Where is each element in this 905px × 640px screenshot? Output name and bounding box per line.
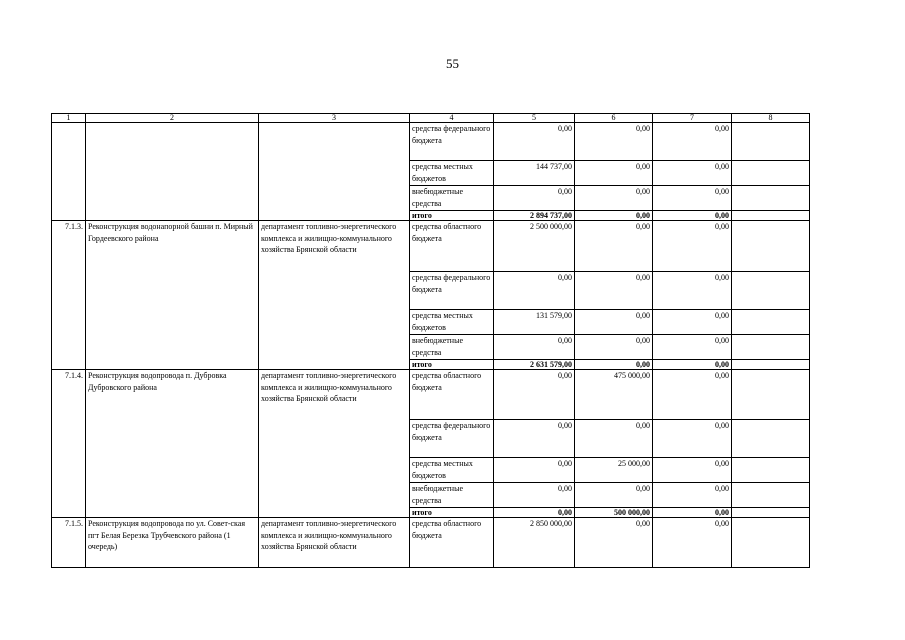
empty-cell xyxy=(732,272,810,310)
value-cell: 0,00 xyxy=(653,370,732,420)
empty-cell xyxy=(732,518,810,568)
funding-source: внебюджетные средства xyxy=(410,483,494,508)
item-index: 7.1.3. xyxy=(52,221,86,370)
value-cell: 0,00 xyxy=(653,186,732,211)
value-cell: 0,00 xyxy=(494,420,575,458)
total-value: 2 631 579,00 xyxy=(494,360,575,370)
column-number: 1 xyxy=(52,114,86,123)
funding-source: внебюджетные средства xyxy=(410,335,494,360)
item-index: 7.1.5. xyxy=(52,518,86,568)
total-value: 0,00 xyxy=(494,508,575,518)
value-cell: 0,00 xyxy=(494,370,575,420)
value-cell: 0,00 xyxy=(575,518,653,568)
page-number: 55 xyxy=(446,56,459,71)
value-cell: 475 000,00 xyxy=(575,370,653,420)
item-name: Реконструкция водопровода по ул. Совет-ская пгт Белая Березка Трубчевского района (1 очередь) xyxy=(86,518,259,568)
table-row xyxy=(52,221,810,272)
value-cell: 0,00 xyxy=(653,483,732,508)
value-cell: 0,00 xyxy=(494,483,575,508)
total-value: 0,00 xyxy=(653,211,732,221)
value-cell: 0,00 xyxy=(653,123,732,161)
item-executor: департамент топливно-энергетического комплекса и жилищно-коммунального хозяйства Брянской области xyxy=(259,518,410,568)
funding-source: внебюджетные средства xyxy=(410,186,494,211)
value-cell: 0,00 xyxy=(494,123,575,161)
column-number: 8 xyxy=(732,114,810,123)
column-number: 6 xyxy=(575,114,653,123)
value-cell: 0,00 xyxy=(653,518,732,568)
total-label: итого xyxy=(410,211,494,221)
value-cell: 0,00 xyxy=(653,458,732,483)
item-executor: департамент топливно-энергетического комплекса и жилищно-коммунального хозяйства Брянской области xyxy=(259,370,410,518)
total-label: итого xyxy=(410,360,494,370)
funding-source: средства местных бюджетов xyxy=(410,310,494,335)
total-value: 2 894 737,00 xyxy=(494,211,575,221)
funding-source: средства федерального бюджета xyxy=(410,272,494,310)
funding-source: средства федерального бюджета xyxy=(410,420,494,458)
value-cell: 0,00 xyxy=(494,335,575,360)
value-cell: 0,00 xyxy=(653,221,732,272)
value-cell: 0,00 xyxy=(653,272,732,310)
value-cell: 0,00 xyxy=(575,483,653,508)
empty-cell xyxy=(732,508,810,518)
value-cell: 0,00 xyxy=(575,420,653,458)
total-value: 0,00 xyxy=(575,211,653,221)
item-name: Реконструкция водонапорной башни п. Мирный Гордеевского района xyxy=(86,221,259,370)
column-number-row xyxy=(52,114,810,123)
value-cell: 0,00 xyxy=(575,161,653,186)
value-cell: 0,00 xyxy=(494,186,575,211)
funding-source: средства областного бюджета xyxy=(410,518,494,568)
funding-source: средства местных бюджетов xyxy=(410,458,494,483)
funding-source: средства областного бюджета xyxy=(410,221,494,272)
empty-cell xyxy=(732,186,810,211)
index-cell xyxy=(52,123,86,221)
item-name: Реконструкция водопровода п. Дубровка Дубровского района xyxy=(86,370,259,518)
table-row xyxy=(52,123,810,161)
total-value: 0,00 xyxy=(575,360,653,370)
table-row xyxy=(52,518,810,568)
value-cell: 2 850 000,00 xyxy=(494,518,575,568)
value-cell: 0,00 xyxy=(653,335,732,360)
value-cell: 2 500 000,00 xyxy=(494,221,575,272)
value-cell: 0,00 xyxy=(653,420,732,458)
value-cell: 0,00 xyxy=(494,272,575,310)
value-cell: 0,00 xyxy=(653,310,732,335)
funding-source: средства областного бюджета xyxy=(410,370,494,420)
column-number: 2 xyxy=(86,114,259,123)
empty-cell xyxy=(732,161,810,186)
value-cell: 0,00 xyxy=(575,335,653,360)
empty-cell xyxy=(732,221,810,272)
column-number: 3 xyxy=(259,114,410,123)
value-cell: 131 579,00 xyxy=(494,310,575,335)
budget-table xyxy=(51,113,810,568)
funding-source: средства федерального бюджета xyxy=(410,123,494,161)
value-cell: 0,00 xyxy=(575,123,653,161)
item-index: 7.1.4. xyxy=(52,370,86,518)
total-value: 0,00 xyxy=(653,508,732,518)
empty-cell xyxy=(732,360,810,370)
value-cell: 0,00 xyxy=(575,221,653,272)
column-number: 4 xyxy=(410,114,494,123)
funding-source: средства местных бюджетов xyxy=(410,161,494,186)
empty-cell xyxy=(732,483,810,508)
value-cell: 0,00 xyxy=(575,272,653,310)
total-label: итого xyxy=(410,508,494,518)
item-executor: департамент топливно-энергетического комплекса и жилищно-коммунального хозяйства Брянской области xyxy=(259,221,410,370)
total-value: 500 000,00 xyxy=(575,508,653,518)
value-cell: 0,00 xyxy=(653,161,732,186)
value-cell: 0,00 xyxy=(494,458,575,483)
empty-cell xyxy=(732,420,810,458)
value-cell: 0,00 xyxy=(575,310,653,335)
empty-cell xyxy=(732,123,810,161)
value-cell: 144 737,00 xyxy=(494,161,575,186)
total-value: 0,00 xyxy=(653,360,732,370)
column-number: 5 xyxy=(494,114,575,123)
table-row xyxy=(52,370,810,420)
empty-cell xyxy=(732,211,810,221)
empty-cell xyxy=(732,310,810,335)
empty-cell xyxy=(732,370,810,420)
name-cell xyxy=(86,123,259,221)
column-number: 7 xyxy=(653,114,732,123)
empty-cell xyxy=(732,335,810,360)
value-cell: 0,00 xyxy=(575,186,653,211)
empty-cell xyxy=(732,458,810,483)
value-cell: 25 000,00 xyxy=(575,458,653,483)
executor-cell xyxy=(259,123,410,221)
